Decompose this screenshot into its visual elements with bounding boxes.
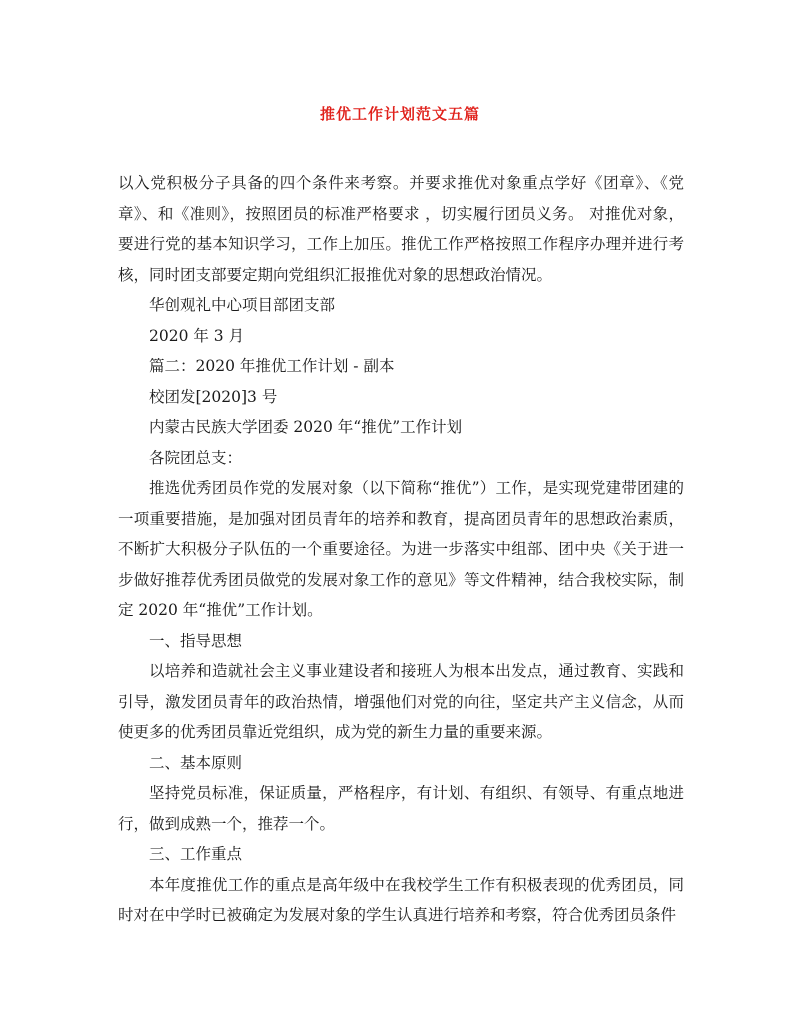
paragraph: 一、指导思想 — [149, 631, 243, 650]
paragraph: 校团发[2020]3 号 — [149, 387, 278, 406]
paragraph: 坚持党员标准，保证质量，严格程序，有计划、有组织、有领导、有重点地进行，做到成熟一个，推荐一个。 — [118, 784, 684, 833]
paragraph: 以入党积极分子具备的四个条件来考察。并要求推优对象重点学好《团章》、《党章》、和《准则》，按照团员的标准严格要求 ，切实履行团员义务。 对推优对象，要进行党的基本知识学习，工作上加压。推优工作严格按照工作程序办理并进行考核，同时团支部要定期向党组织汇报推优对象的思想政治情况。 — [118, 174, 684, 284]
paragraph: 三、工作重点 — [149, 845, 243, 863]
paragraph: 二、基本原则 — [149, 753, 243, 772]
paragraph: 各院团总支： — [149, 448, 243, 467]
paragraph: 推选优秀团员作党的发展对象（以下简称“推优”）工作，是实现党建带团建的一项重要措施，是加强对团员青年的培养和教育，提高团员青年的思想政治素质，不断扩大积极分子队伍的一个重要途径。为进一步落实中组部、团中央《关于进一步做好推荐优秀团员做党的发展对象工作的意见》等文件精神，结合我校实际，制定 2020 年“推优”工作计划。 — [118, 479, 684, 619]
paragraph: 内蒙古民族大学团委 2020 年“推优”工作计划 — [149, 418, 463, 436]
paragraph: 篇二：2020 年推优工作计划 - 副本 — [149, 357, 395, 375]
paragraph: 本年度推优工作的重点是高年级中在我校学生工作有积极表现的优秀团员，同时对在中学时已被确定为发展对象的学生认真进行培养和考察，符合优秀团员条件 — [118, 875, 684, 924]
document-body — [118, 168, 684, 931]
paragraph: 2020 年 3 月 — [149, 326, 245, 345]
paragraph: 以培养和造就社会主义事业建设者和接班人为根本出发点，通过教育、实践和引导，激发团员青年的政治热情，增强他们对党的向往，坚定共产主义信念，从而使更多的优秀团员靠近党组织，成为党的新生力量的重要来源。 — [118, 662, 684, 741]
document-title: 推优工作计划范文五篇 — [319, 105, 480, 123]
paragraph: 华创观礼中心项目部团支部 — [149, 296, 336, 314]
